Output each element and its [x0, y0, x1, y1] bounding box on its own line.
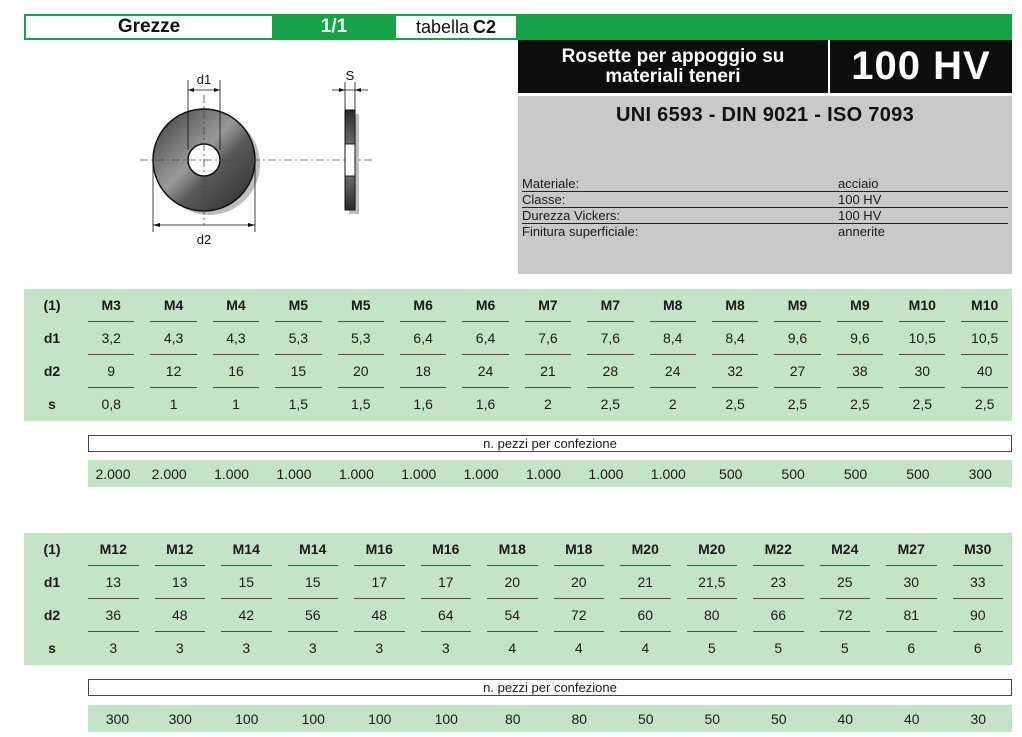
- table-cell: 3: [175, 640, 184, 656]
- table-cell: 13: [80, 566, 147, 599]
- table-cell: 72: [812, 599, 879, 632]
- s-arrow-right: [355, 88, 361, 92]
- table-cell: 40: [953, 355, 1015, 388]
- table-cell: 5,3: [330, 322, 392, 355]
- pack-quantity: 500: [906, 465, 930, 482]
- table-cell: 13: [147, 566, 214, 599]
- table-cell: 3: [109, 640, 118, 656]
- pack-quantity: 80: [504, 710, 521, 727]
- table-cell: 21: [612, 566, 679, 599]
- table-cell: 30: [878, 566, 945, 599]
- spec-row: [522, 224, 1008, 240]
- size-header: M9: [766, 289, 828, 322]
- d2-arrow-left: [153, 223, 160, 227]
- table-cell: 5,3: [267, 322, 329, 355]
- table-cell: 64: [413, 599, 480, 632]
- pack-quantity: 100: [301, 710, 325, 727]
- size-table-2: [24, 533, 1012, 665]
- washer-drawing: [120, 60, 400, 260]
- pack-quantity: 2.000: [151, 465, 187, 482]
- product-title: [518, 40, 828, 93]
- product-title-line1: Rosette per appoggio su: [561, 45, 785, 67]
- pack-quantity-label: n. pezzi per confezione: [88, 435, 1012, 452]
- size-header: M10: [891, 289, 953, 322]
- table-cell: 4,3: [142, 322, 204, 355]
- table-cell: 3: [242, 640, 251, 656]
- table-cell: 6: [907, 640, 916, 656]
- pack-quantity: 300: [968, 465, 992, 482]
- d2-label: d2: [196, 232, 212, 247]
- table-cell: 18: [392, 355, 454, 388]
- pack-quantity: 1.000: [276, 465, 312, 482]
- table-cell: 38: [829, 355, 891, 388]
- d2-arrow-right: [248, 223, 255, 227]
- spec-value: 100 HV: [838, 208, 882, 223]
- table-cell: 5: [707, 640, 716, 656]
- table-header-row: [24, 533, 1012, 566]
- pack-quantity: 1.000: [401, 465, 437, 482]
- standard-reference: UNI 6593 - DIN 9021 - ISO 7093: [615, 104, 915, 126]
- table-cell: 4: [574, 640, 583, 656]
- table-row-d2: [24, 599, 1012, 632]
- d1-arrow-right: [214, 88, 220, 92]
- size-header: M20: [679, 533, 746, 566]
- table-code: [396, 14, 516, 40]
- size-header: M6: [392, 289, 454, 322]
- table-cell: 25: [812, 566, 879, 599]
- table-cell: 1: [232, 396, 240, 412]
- table-cell: 2,5: [787, 396, 808, 412]
- pack-quantity: 1.000: [214, 465, 250, 482]
- table-cell: 3: [375, 640, 384, 656]
- table-cell: 80: [679, 599, 746, 632]
- table-cell: 33: [945, 566, 1012, 599]
- table-cell: 4: [508, 640, 517, 656]
- row-label: d2: [43, 607, 61, 623]
- table-cell: 16: [205, 355, 267, 388]
- table-cell: 66: [745, 599, 812, 632]
- page-indicator: 1/1: [272, 14, 396, 40]
- size-header: M12: [147, 533, 214, 566]
- pack-quantity: 40: [837, 710, 854, 727]
- table-cell: 15: [213, 566, 280, 599]
- pack-quantity: 300: [105, 710, 130, 727]
- table-cell: 7,6: [517, 322, 579, 355]
- size-header: M16: [413, 533, 480, 566]
- table-cell: 5: [774, 640, 783, 656]
- table-cell: 5: [840, 640, 849, 656]
- spec-row: [522, 176, 1008, 192]
- table-cell: 6: [973, 640, 982, 656]
- pack-quantity: 2.000: [95, 465, 131, 482]
- table-cell: 42: [213, 599, 280, 632]
- size-header: M8: [704, 289, 766, 322]
- row-label: d2: [43, 363, 61, 379]
- table-cell: 6,4: [392, 322, 454, 355]
- table-cell: 54: [479, 599, 546, 632]
- table-prefix: tabella: [415, 16, 470, 37]
- pack-quantity-label: n. pezzi per confezione: [88, 679, 1012, 696]
- size-header: M9: [829, 289, 891, 322]
- side-hole: [345, 144, 355, 176]
- row-label: s: [48, 640, 56, 656]
- table-cell: 17: [413, 566, 480, 599]
- size-header: M18: [479, 533, 546, 566]
- table-row-d1: [24, 566, 1012, 599]
- table-cell: 4,3: [205, 322, 267, 355]
- pack-quantity: 50: [704, 710, 721, 727]
- size-header: M5: [267, 289, 329, 322]
- table-cell: 3: [441, 640, 450, 656]
- table-cell: 20: [479, 566, 546, 599]
- table-cell: 28: [579, 355, 641, 388]
- row-label: d1: [43, 574, 61, 590]
- s-label: S: [345, 68, 355, 83]
- spec-key: Finitura superficiale:: [522, 224, 639, 239]
- table-cell: 17: [346, 566, 413, 599]
- size-header: M7: [517, 289, 579, 322]
- pack-quantity: 300: [168, 710, 192, 727]
- pack-quantity: 100: [368, 710, 392, 727]
- pack-quantity: 1.000: [650, 465, 686, 482]
- pack-quantity: 500: [843, 465, 868, 482]
- table-cell: 36: [80, 599, 147, 632]
- table-cell: 9,6: [829, 322, 891, 355]
- size-header: M20: [612, 533, 679, 566]
- table-cell: 2,5: [600, 396, 621, 412]
- pack-quantity: 500: [719, 465, 743, 482]
- s-arrow-left: [339, 88, 345, 92]
- table-cell: 1: [169, 396, 178, 412]
- table-corner: (1): [43, 541, 61, 557]
- size-header: M22: [745, 533, 812, 566]
- pack-quantity: 50: [770, 710, 787, 727]
- size-header: M10: [953, 289, 1015, 322]
- row-label: s: [48, 396, 56, 412]
- table-cell: 1,6: [413, 396, 433, 412]
- table-cell: 8,4: [704, 322, 766, 355]
- size-header: M7: [579, 289, 641, 322]
- pack-quantity-row: [88, 460, 1012, 487]
- table-cell: 1,6: [475, 396, 496, 412]
- table-cell: 72: [546, 599, 613, 632]
- spec-value: annerite: [838, 224, 885, 239]
- size-header: M12: [80, 533, 147, 566]
- table-row-d1: [24, 322, 1012, 355]
- table-cell: 8,4: [642, 322, 704, 355]
- table-row-s: [24, 632, 1012, 665]
- table-cell: 2,5: [725, 396, 745, 412]
- size-header: M5: [330, 289, 392, 322]
- table-cell: 9,6: [766, 322, 828, 355]
- size-header: M6: [454, 289, 516, 322]
- table-cell: 90: [945, 599, 1012, 632]
- spec-row: [522, 192, 1008, 208]
- pack-quantity-row: [88, 705, 1012, 732]
- size-header: M4: [205, 289, 267, 322]
- table-cell: 9: [80, 355, 142, 388]
- size-header: M16: [346, 533, 413, 566]
- size-header: M14: [213, 533, 280, 566]
- table-code-value: C2: [473, 16, 497, 37]
- table-cell: 23: [745, 566, 812, 599]
- table-cell: 1,5: [351, 396, 371, 412]
- pack-quantity: 1.000: [526, 465, 562, 482]
- table-cell: 56: [280, 599, 347, 632]
- table-cell: 48: [147, 599, 214, 632]
- table-cell: 48: [346, 599, 413, 632]
- header-fill: [516, 14, 1012, 40]
- table-cell: 27: [766, 355, 828, 388]
- spec-key: Materiale:: [522, 176, 580, 191]
- size-header: M24: [812, 533, 879, 566]
- spec-list: [522, 176, 1008, 240]
- table-cell: 7,6: [579, 322, 641, 355]
- spec-value: acciaio: [838, 176, 879, 191]
- size-header: M3: [80, 289, 142, 322]
- table-header-row: [24, 289, 1012, 322]
- table-cell: 24: [642, 355, 704, 388]
- table-cell: 6,4: [454, 322, 516, 355]
- category-label: Grezze: [24, 14, 272, 40]
- table-cell: 20: [330, 355, 392, 388]
- table-cell: 0,8: [101, 396, 121, 412]
- size-header: M14: [280, 533, 347, 566]
- pack-quantity: 50: [637, 710, 654, 727]
- spec-key: Durezza Vickers:: [522, 208, 621, 223]
- table-cell: 24: [454, 355, 516, 388]
- pack-quantity: 1.000: [338, 465, 374, 482]
- table-cell: 15: [280, 566, 347, 599]
- table-cell: 10,5: [891, 322, 953, 355]
- pack-quantity: 1.000: [463, 465, 499, 482]
- size-header: M27: [878, 533, 945, 566]
- table-cell: 3,2: [80, 322, 142, 355]
- table-cell: 32: [704, 355, 766, 388]
- row-label: d1: [43, 330, 61, 346]
- pack-quantity: 100: [235, 710, 259, 727]
- table-cell: 12: [142, 355, 204, 388]
- size-header: M8: [642, 289, 704, 322]
- size-header: M4: [142, 289, 204, 322]
- pack-quantity: 30: [970, 710, 987, 727]
- table-cell: 15: [267, 355, 329, 388]
- hardness-title: 100 HV: [830, 40, 1012, 93]
- table-cell: 20: [546, 566, 613, 599]
- spec-key: Classe:: [522, 192, 566, 207]
- pack-quantity: 100: [434, 710, 458, 727]
- size-header: M30: [945, 533, 1012, 566]
- product-title-line2: materiali teneri: [605, 65, 741, 87]
- table-cell: 2,5: [850, 396, 870, 412]
- table-cell: 4: [641, 640, 650, 656]
- table-cell: 81: [878, 599, 945, 632]
- size-table-1: [24, 289, 1012, 421]
- header-bar: [24, 14, 1012, 40]
- table-cell: 2: [668, 396, 677, 412]
- pack-quantity: 80: [571, 710, 588, 727]
- table-cell: 3: [308, 640, 317, 656]
- spec-row: [522, 208, 1008, 224]
- table-cell: 2: [544, 396, 552, 412]
- table-cell: 21: [517, 355, 579, 388]
- spec-panel: [518, 96, 1012, 274]
- table-row-d2: [24, 355, 1012, 388]
- pack-quantity: 1.000: [588, 465, 624, 482]
- size-header: M18: [546, 533, 613, 566]
- pack-quantity: 500: [781, 465, 805, 482]
- d1-arrow-left: [188, 88, 194, 92]
- table-cell: 30: [891, 355, 953, 388]
- table-cell: 1,5: [288, 396, 309, 412]
- table-cell: 21,5: [679, 566, 746, 599]
- table-cell: 10,5: [953, 322, 1015, 355]
- table-corner: (1): [43, 297, 61, 313]
- table-cell: 60: [612, 599, 679, 632]
- pack-quantity: 40: [903, 710, 920, 727]
- table-cell: 2,5: [912, 396, 932, 412]
- table-row-s: [24, 388, 1012, 421]
- d1-label: d1: [196, 72, 212, 87]
- spec-value: 100 HV: [838, 192, 882, 207]
- table-cell: 2,5: [974, 396, 995, 412]
